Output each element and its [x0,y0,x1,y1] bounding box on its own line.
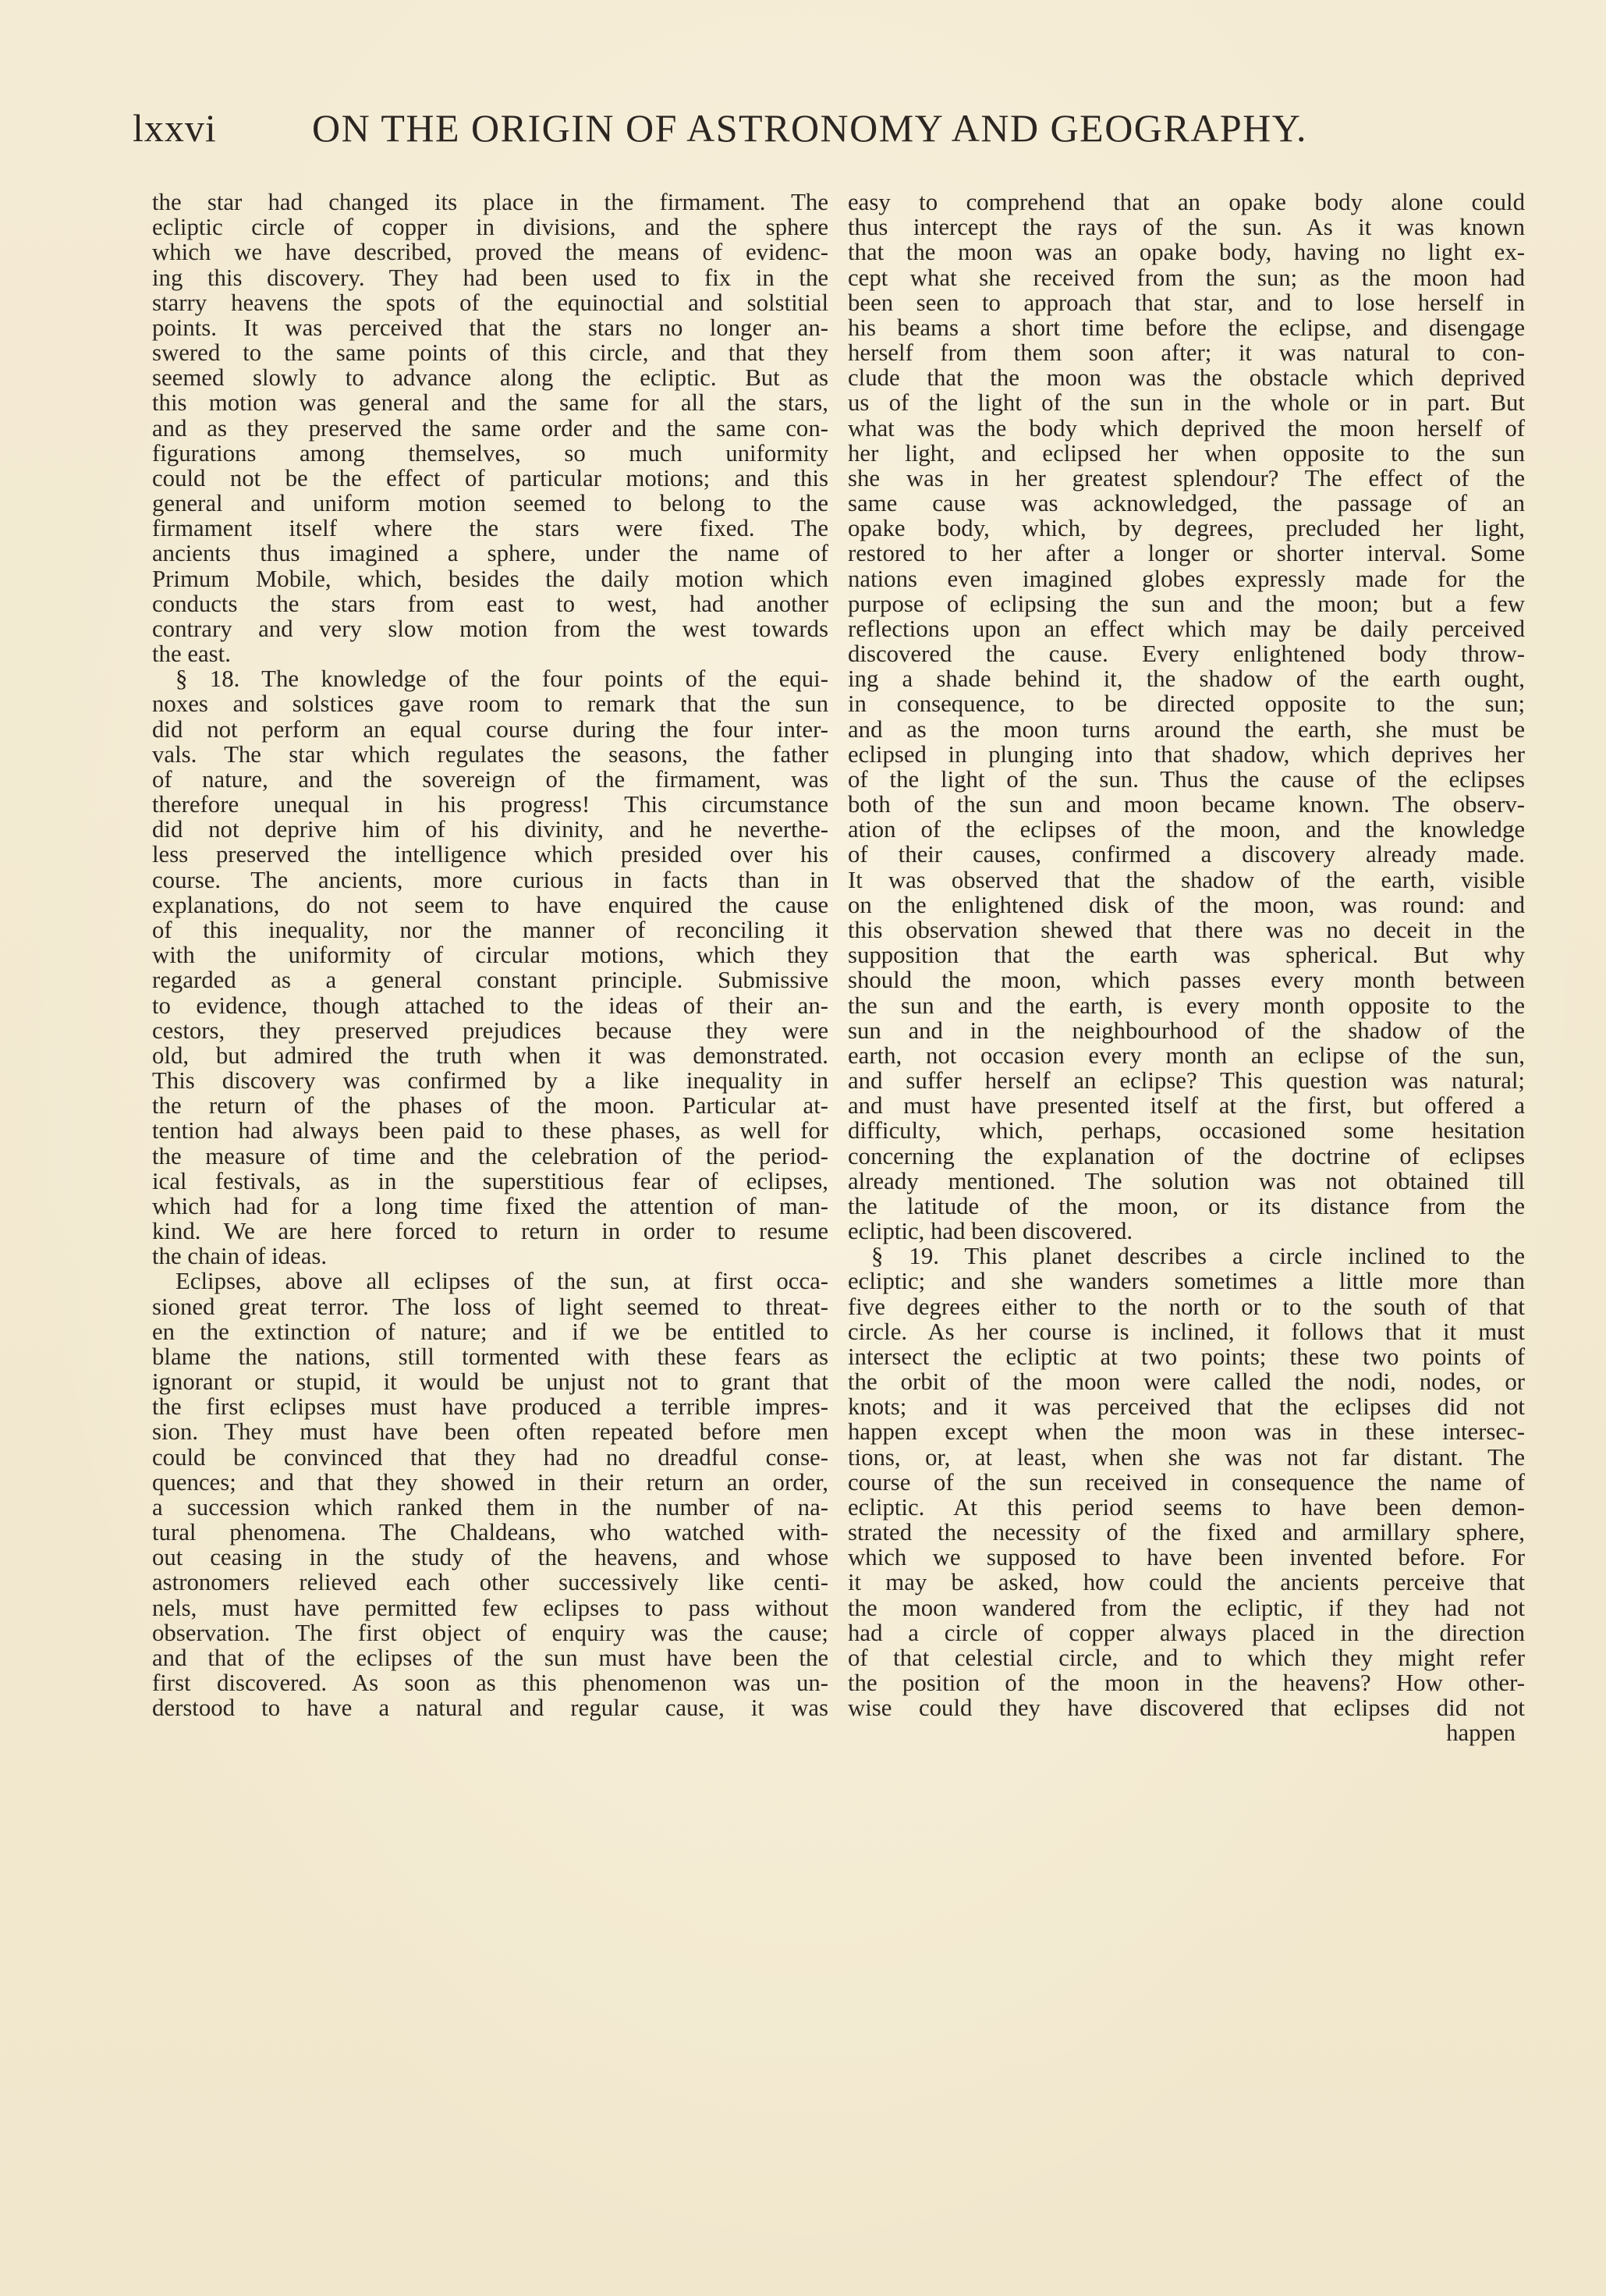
text-line: opake body, which, by degrees, precluded her light, [848,515,1525,542]
text-line: his beams a short time before the eclipse, and disengage [848,314,1525,341]
text-line: cept what she received from the sun; as the moon had [848,264,1525,291]
text-line: nations even imagined globes expressly made for the [848,565,1525,592]
text-line: discovered the cause. Every enlightened body throw- [848,641,1525,668]
running-head: ON THE ORIGIN OF ASTRONOMY AND GEOGRAPHY. [312,106,1307,150]
left-text-column [152,190,828,1720]
text-line: starry heavens the spots of the equinoctial and solstitial [152,289,828,316]
text-line: had a circle of copper always placed in the direction [848,1619,1525,1646]
text-line: tention had always been paid to these phases, as well for [152,1117,828,1144]
text-line: ecliptic; and she wanders sometimes a little more than [848,1268,1525,1295]
text-line: difficulty, which, perhaps, occasioned some hesitation [848,1117,1525,1144]
text-line: five degrees either to the north or to the south of that [848,1293,1525,1320]
text-line: § 19. This planet describes a circle inclined to the [871,1243,1525,1270]
text-line: points. It was perceived that the stars no longer an- [152,314,828,341]
text-line: circle. As her course is inclined, it follows that it must [848,1318,1525,1345]
text-line: seemed slowly to advance along the ecliptic. But as [152,364,828,392]
text-line: therefore unequal in his progress! This circumstance [152,791,828,818]
right-text-column [848,190,1525,1746]
text-line: and must have presented itself at the first, but offered a [848,1092,1525,1120]
text-line: sion. They must have been often repeated before men [152,1418,828,1446]
text-line: in consequence, to be directed opposite to the sun; [848,690,1525,718]
text-line: and that of the eclipses of the sun must have been the [152,1644,828,1671]
text-line: the chain of ideas. [152,1243,328,1270]
text-line: ical festivals, as in the superstitious fear of eclipses, [152,1167,828,1194]
text-line: this motion was general and the same for all the stars, [152,389,828,417]
text-line: of this inequality, nor the manner of reconciling it [152,916,828,943]
text-line: swered to the same points of this circle, and that they [152,339,828,367]
text-line: already mentioned. The solution was not obtained till [848,1167,1525,1194]
text-line: course. The ancients, more curious in facts than in [152,866,828,893]
text-line: blame the nations, still tormented with these fears as [152,1343,828,1370]
page-number: lxxvi [133,106,217,150]
text-line: This discovery was confirmed by a like inequality in [152,1067,828,1095]
text-line: tural phenomena. The Chaldeans, who watched with- [152,1519,828,1546]
text-line: been seen to approach that star, and to lose herself in [848,289,1525,316]
text-line: restored to her after a longer or shorter interval. Some [848,540,1525,567]
text-line: ing a shade behind it, the shadow of the earth ought, [848,665,1525,693]
text-line: purpose of eclipsing the sun and the moon; but a few [848,590,1525,617]
text-line: ecliptic. At this period seems to have been demon- [848,1493,1525,1521]
text-line: the east. [152,641,231,668]
text-line: en the extinction of nature; and if we be entitled to [152,1318,828,1345]
text-line: sun and in the neighbourhood of the shadow of the [848,1017,1525,1044]
text-line: the orbit of the moon were called the nodi, nodes, or [848,1368,1525,1396]
text-line: § 18. The knowledge of the four points of the equi- [175,665,828,693]
text-line: did not perform an equal course during the four inter- [152,715,828,743]
text-line: less preserved the intelligence which presided over his [152,841,828,868]
text-line: herself from them soon after; it was natural to con- [848,339,1525,367]
text-line: astronomers relieved each other successively like centi- [152,1569,828,1596]
text-line: noxes and solstices gave room to remark that the sun [152,690,828,718]
text-line: happen except when the moon was in these intersec- [848,1418,1525,1446]
text-line: the star had changed its place in the firmament. The [152,189,828,215]
text-line: could not be the effect of particular motions; and this [152,464,828,491]
text-line: knots; and it was perceived that the eclipses did not [848,1393,1525,1421]
text-line: tions, or, at least, when she was not far distant. The [848,1443,1525,1471]
text-line: on the enlightened disk of the moon, was round: and [848,891,1525,918]
text-line: and suffer herself an eclipse? This question was natural; [848,1067,1525,1095]
text-line: nels, must have permitted few eclipses to pass without [152,1594,828,1621]
text-line: old, but admired the truth when it was demonstrated. [152,1042,828,1069]
text-line: thus intercept the rays of the sun. As it was known [848,214,1525,241]
text-line: which had for a long time fixed the attention of man- [152,1192,828,1219]
text-line: the latitude of the moon, or its distance from the [848,1192,1525,1219]
text-line: could be convinced that they had no dreadful conse- [152,1443,828,1471]
text-line: ation of the eclipses of the moon, and the knowledge [848,816,1525,843]
text-line: her light, and eclipsed her when opposite to the sun [848,439,1525,467]
text-line: the measure of time and the celebration of the period- [152,1142,828,1169]
text-line: sioned great terror. The loss of light seemed to threat- [152,1293,828,1320]
text-line: strated the necessity of the fixed and armillary sphere, [848,1519,1525,1546]
text-line: general and uniform motion seemed to belong to the [152,490,828,517]
text-line: quences; and that they showed in their return an order, [152,1468,828,1496]
text-line: of the light of the sun. Thus the cause of the eclipses [848,765,1525,793]
text-line: us of the light of the sun in the whole or in part. But [848,389,1525,417]
text-line: cestors, they preserved prejudices because they were [152,1017,828,1044]
text-line: this observation shewed that there was no deceit in the [848,916,1525,943]
text-line: of that celestial circle, and to which they might refer [848,1644,1525,1671]
text-line: should the moon, which passes every month between [848,967,1525,994]
text-line: Primum Mobile, which, besides the daily motion which [152,565,828,592]
text-line: Eclipses, above all eclipses of the sun, at first occa- [175,1268,828,1295]
text-line: and as the moon turns around the earth, she must be [848,715,1525,743]
text-line: of nature, and the sovereign of the firmament, was [152,765,828,793]
text-line: conducts the stars from east to west, had another [152,590,828,617]
text-line: she was in her greatest splendour? The effect of the [848,464,1525,491]
text-line: both of the sun and moon became known. The observ- [848,791,1525,818]
text-line: eclipsed in plunging into that shadow, which deprives her [848,740,1525,768]
text-line: to evidence, though attached to the ideas of their an- [152,992,828,1019]
text-line: with the uniformity of circular motions, which they [152,942,828,969]
text-line: regarded as a general constant principle. Submissive [152,967,828,994]
text-line: the sun and the earth, is every month opposite to the [848,992,1525,1019]
text-line: observation. The first object of enquiry was the cause; [152,1619,828,1646]
text-line: which we have described, proved the means of evidenc- [152,239,828,266]
text-line: which we supposed to have been invented before. For [848,1544,1525,1571]
text-line: earth, not occasion every month an eclipse of the sun, [848,1042,1525,1069]
text-line: It was observed that the shadow of the earth, visible [848,866,1525,893]
text-line: out ceasing in the study of the heavens, and whose [152,1544,828,1571]
text-line: contrary and very slow motion from the west towards [152,615,828,642]
text-line: ecliptic, had been discovered. [848,1218,1133,1245]
catchword: happen [1446,1719,1516,1747]
text-line: easy to comprehend that an opake body alone could [848,189,1525,215]
text-line: ecliptic circle of copper in divisions, and the sphere [152,214,828,241]
text-line: clude that the moon was the obstacle which deprived [848,364,1525,392]
text-line: derstood to have a natural and regular cause, it was [152,1694,828,1722]
text-line: concerning the explanation of the doctrine of eclipses [848,1142,1525,1169]
text-line: kind. We are here forced to return in order to resume [152,1218,828,1245]
text-line: what was the body which deprived the moon herself of [848,414,1525,442]
text-line: ing this discovery. They had been used to fix in the [152,264,828,291]
text-line: explanations, do not seem to have enquired the cause [152,891,828,918]
text-line: and as they preserved the same order and the same con- [152,414,828,442]
text-line: the first eclipses must have produced a terrible impres- [152,1393,828,1421]
text-line: the return of the phases of the moon. Particular at- [152,1092,828,1120]
text-line: it may be asked, how could the ancients perceive that [848,1569,1525,1596]
text-line: wise could they have discovered that eclipses did not [848,1694,1525,1722]
text-line: a succession which ranked them in the number of na- [152,1493,828,1521]
text-line: reflections upon an effect which may be daily perceived [848,615,1525,642]
text-line: of their causes, confirmed a discovery already made. [848,841,1525,868]
text-line: ignorant or stupid, it would be unjust not to grant that [152,1368,828,1396]
text-line: the moon wandered from the ecliptic, if they had not [848,1594,1525,1621]
text-line: vals. The star which regulates the seasons, the father [152,740,828,768]
text-line: intersect the ecliptic at two points; these two points of [848,1343,1525,1370]
text-line: course of the sun received in consequence the name of [848,1468,1525,1496]
text-line: figurations among themselves, so much uniformity [152,439,828,467]
text-line: firmament itself where the stars were fixed. The [152,515,828,542]
text-line: same cause was acknowledged, the passage of an [848,490,1525,517]
text-line: supposition that the earth was spherical. But why [848,942,1525,969]
text-line: did not deprive him of his divinity, and he neverthe- [152,816,828,843]
text-line: that the moon was an opake body, having no light ex- [848,239,1525,266]
text-line: first discovered. As soon as this phenomenon was un- [152,1670,828,1697]
text-line: ancients thus imagined a sphere, under the name of [152,540,828,567]
text-line: the position of the moon in the heavens? How other- [848,1670,1525,1697]
page-header [133,105,1381,160]
